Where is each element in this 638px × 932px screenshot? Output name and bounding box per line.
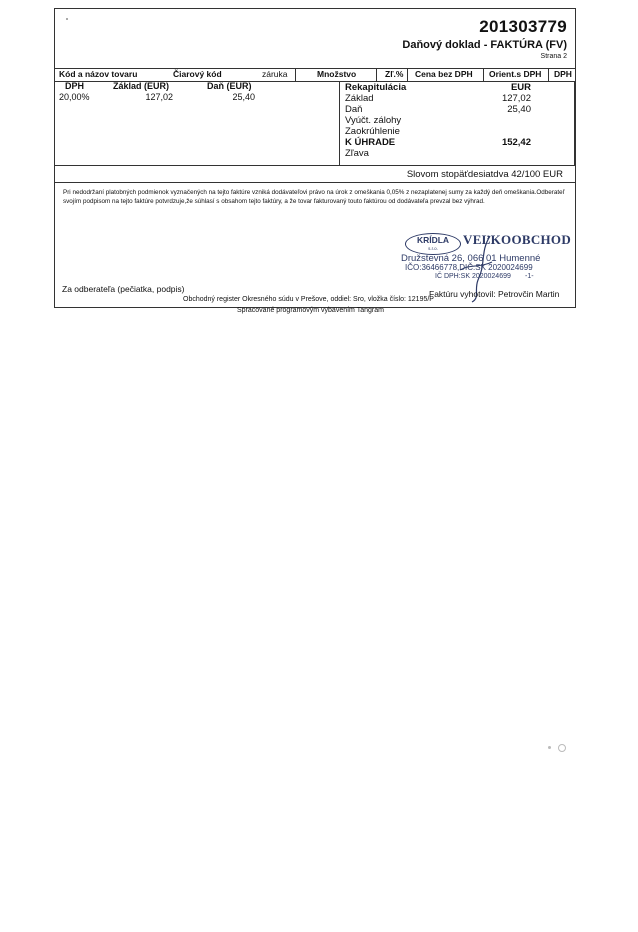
column-header: záruka <box>262 69 288 79</box>
recap-box-right-border <box>574 81 575 165</box>
recap-total-value: 152,42 <box>501 137 531 148</box>
document-title: Daňový doklad - FAKTÚRA (FV) <box>402 39 567 51</box>
vat-header-base: Základ (EUR) <box>113 81 170 91</box>
stamp-icdph: IČ DPH:SK 2020024699 <box>435 273 511 280</box>
recap-value: 25,40 <box>507 104 531 115</box>
register-info: Obchodný register Okresného súdu v Prešove, oddiel: Sro, vložka číslo: 12195/P <box>183 296 434 303</box>
recap-label: Základ <box>345 93 374 104</box>
issued-by: Faktúru vyhotovil: Petrovčin Martin <box>429 289 560 299</box>
column-divider <box>548 68 549 81</box>
column-divider <box>483 68 484 81</box>
column-header: Zľ.% <box>385 69 404 79</box>
column-divider <box>407 68 408 81</box>
recap-total-label: K ÚHRADE <box>345 137 396 148</box>
customer-signature-label: Za odberateľa (pečiatka, podpis) <box>62 284 185 294</box>
software-note: Spracované programovým vybavením Tangram <box>237 307 384 314</box>
column-header: Čiarový kód <box>173 69 222 79</box>
recap-label: Vyúčt. zálohy <box>345 115 402 126</box>
vat-tax: 25,40 <box>232 92 255 102</box>
amount-in-words: Slovom stopäťdesiatdva 42/100 EUR <box>406 169 563 180</box>
scan-speck <box>558 744 566 752</box>
column-header: Kód a názov tovaru <box>59 69 138 79</box>
recap-bottom-rule <box>55 165 575 166</box>
recap-label: Daň <box>345 104 363 115</box>
stamp-mark: -1- <box>525 273 534 280</box>
words-bottom-rule <box>55 182 575 183</box>
invoice-number: 201303779 <box>479 17 567 36</box>
recap-box-left-border <box>339 81 340 165</box>
column-divider <box>376 68 377 81</box>
stamp-label: VEĽKOOBCHOD <box>463 232 572 247</box>
vat-base: 127,02 <box>145 92 173 102</box>
column-header: Orient.s DPH <box>489 69 542 79</box>
vat-header-tax: Daň (EUR) <box>207 81 252 91</box>
invoice-document <box>54 8 576 308</box>
vat-header-rate: DPH <box>65 81 85 91</box>
recap-title: Rekapitulácia <box>345 82 407 93</box>
recap-value: 127,02 <box>501 93 531 104</box>
recap-label: Zaokrúhlenie <box>345 126 400 137</box>
stamp-brand: KRÍDLA <box>416 235 450 245</box>
column-header: Cena bez DPH <box>415 69 473 79</box>
column-header: Množstvo <box>317 69 357 79</box>
recap-currency: EUR <box>510 82 531 93</box>
payment-terms: Pri nedodržaní platobných podmienok vyznačených na tejto faktúre vzniká dodávateľovi právo na úrok z omeškania 0,05% z nezaplatenej sumy za každý deň omeškania.Odberateľ svojím podpisom na tejto faktúre potvrdzuje,že súhlasí s obsahom tejto faktúry, a že tovar fakturovaný touto faktúrou od dodávateľa prevzal bez výhrad. <box>63 189 565 205</box>
stamp-address: Družstevná 26, 066 01 Humenné <box>401 253 541 264</box>
scan-speck <box>548 746 551 749</box>
stamp-brand-sub: s.r.o. <box>428 246 438 251</box>
recap-label: Zľava <box>345 148 369 159</box>
vat-rate: 20,00% <box>59 92 90 102</box>
page-number: Strana 2 <box>540 53 567 60</box>
scan-speck <box>66 18 68 20</box>
stamp-ids: IČO:36466778,DIČ:SK 2020024699 <box>405 263 533 272</box>
column-header: DPH <box>554 69 572 79</box>
column-divider <box>295 68 296 81</box>
